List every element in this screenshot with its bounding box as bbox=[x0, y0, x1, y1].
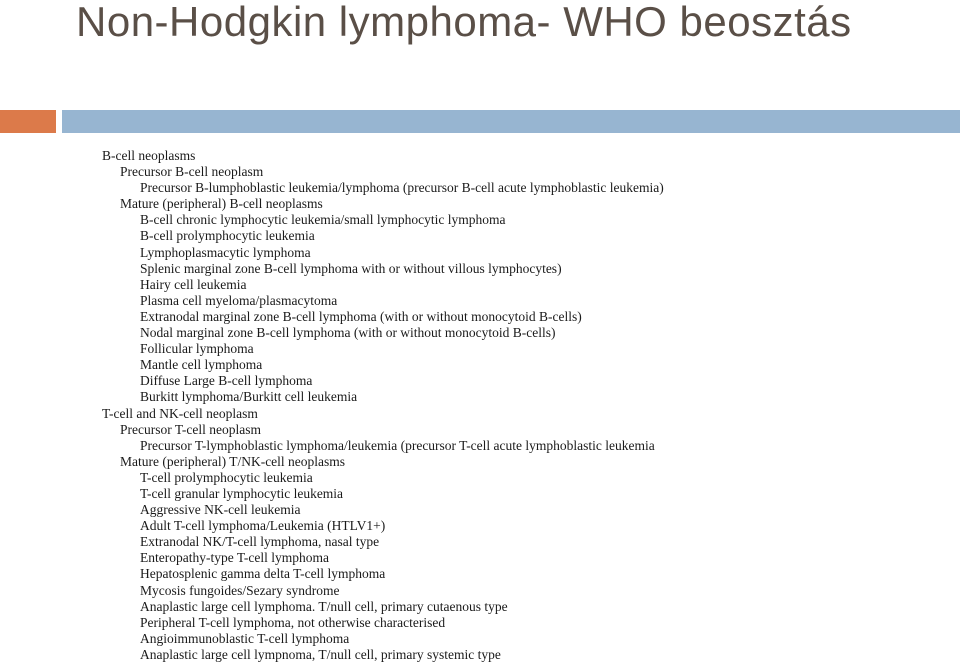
accent-bar-orange bbox=[0, 110, 56, 133]
subcategory-heading: Mature (peripheral) B-cell neoplasms bbox=[120, 196, 323, 212]
list-item: Peripheral T-cell lymphoma, not otherwise characterised bbox=[140, 614, 446, 630]
list-item: Aggressive NK-cell leukemia bbox=[140, 502, 301, 518]
category-heading: B-cell neoplasms bbox=[102, 148, 196, 163]
list-item: Plasma cell myeloma/plasmacytoma bbox=[140, 292, 338, 308]
list-item: Precursor T-lymphoblastic lymphoma/leukemia (precursor T-cell acute lymphoblastic leukemia bbox=[140, 437, 655, 453]
list-item: Mycosis fungoides/Sezary syndrome bbox=[140, 582, 340, 598]
list-item: Follicular lymphoma bbox=[140, 341, 254, 357]
list-item: Mantle cell lymphoma bbox=[140, 357, 263, 373]
list-item: T-cell prolymphocytic leukemia bbox=[140, 469, 313, 485]
list-item: Burkitt lymphoma/Burkitt cell leukemia bbox=[140, 389, 358, 405]
list-item: Hepatosplenic gamma delta T-cell lymphoma bbox=[140, 566, 386, 582]
list-item: Splenic marginal zone B-cell lymphoma with or without villous lymphocytes) bbox=[140, 260, 562, 276]
list-item: Anaplastic large cell lymphoma. T/null cell, primary cutaenous type bbox=[140, 598, 508, 614]
list-item: Lymphoplasmacytic lymphoma bbox=[140, 244, 311, 260]
who-classification-list bbox=[100, 148, 820, 663]
slide-title: Non-Hodgkin lymphoma- WHO beosztás bbox=[76, 0, 852, 45]
list-item: T-cell granular lymphocytic leukemia bbox=[140, 485, 344, 501]
accent-bar-blue bbox=[62, 110, 960, 133]
subcategory-heading: Precursor T-cell neoplasm bbox=[120, 421, 261, 437]
list-item: Extranodal NK/T-cell lymphoma, nasal type bbox=[140, 534, 380, 550]
list-item: B-cell chronic lymphocytic leukemia/small lymphocytic lymphoma bbox=[140, 212, 506, 228]
list-item: Nodal marginal zone B-cell lymphoma (with or without monocytoid B-cells) bbox=[140, 325, 556, 341]
list-item: Precursor B-lumphoblastic leukemia/lymphoma (precursor B-cell acute lymphoblastic leukemia) bbox=[140, 180, 664, 196]
list-item: Adult T-cell lymphoma/Leukemia (HTLV1+) bbox=[140, 518, 386, 534]
list-item: Extranodal marginal zone B-cell lymphoma (with or without monocytoid B-cells) bbox=[140, 308, 582, 324]
subcategory-heading: Precursor B-cell neoplasm bbox=[120, 164, 264, 180]
list-item: Hairy cell leukemia bbox=[140, 276, 247, 292]
list-item: Angioimmunoblastic T-cell lymphoma bbox=[140, 630, 350, 646]
category-heading: T-cell and NK-cell neoplasm bbox=[102, 405, 258, 421]
list-item: B-cell prolymphocytic leukemia bbox=[140, 228, 315, 244]
list-item: Anaplastic large cell lympnoma, T/null cell, primary systemic type bbox=[140, 646, 501, 662]
list-item: Diffuse Large B-cell lymphoma bbox=[140, 373, 313, 389]
subcategory-heading: Mature (peripheral) T/NK-cell neoplasms bbox=[120, 453, 346, 469]
list-item: Enteropathy-type T-cell lymphoma bbox=[140, 550, 329, 566]
